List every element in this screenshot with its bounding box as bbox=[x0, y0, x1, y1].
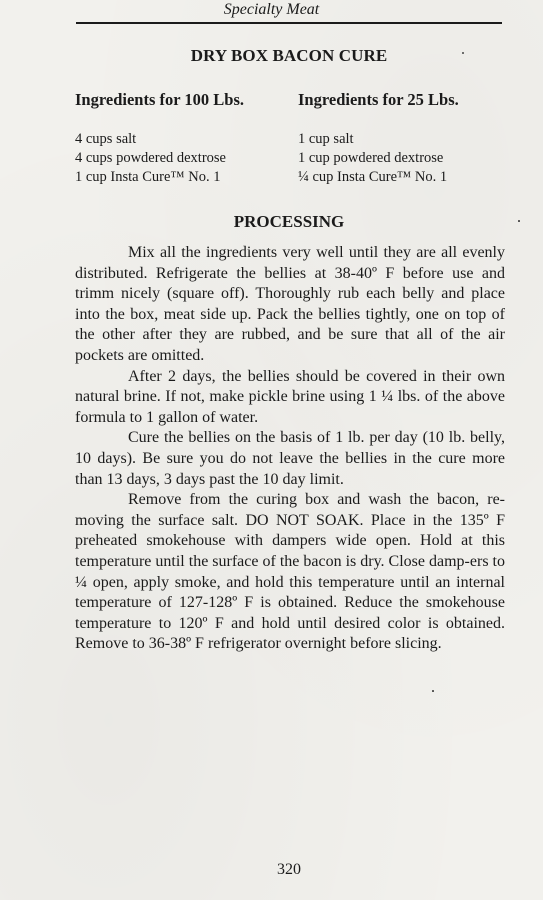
processing-paragraph: After 2 days, the bellies should be covered in their own natural brine. If not, make pickle brine using 1 ¼ lbs. of the above formula to 1 gallon of water. bbox=[75, 367, 505, 426]
processing-paragraph: Cure the bellies on the basis of 1 lb. per day (10 lb. belly, 10 days). Be sure you do not leave the bellies in the cure more than 13 days, 3 days past the 10 day limit. bbox=[75, 429, 505, 488]
processing-heading: PROCESSING bbox=[233, 212, 345, 231]
paper-speck bbox=[462, 52, 464, 54]
running-header: Specialty Meat bbox=[223, 1, 320, 18]
ingredient-item: 4 cups powdered dextrose bbox=[75, 150, 226, 166]
processing-paragraph: Mix all the ingredients very well until they are all evenly distributed. Refrigerate the bellies at 38-40º F before use and trimm nicely (square off). Thoroughly rub each belly and place into the box, meat side up. Pack the bellies tightly, one on top of the other after they are rubbed, and be sure that all of the air pockets are omitted. bbox=[75, 244, 505, 364]
ingredient-item: 1 cup powdered dextrose bbox=[298, 150, 444, 166]
paper-speck bbox=[432, 690, 434, 692]
paper-speck bbox=[518, 220, 520, 222]
page-number: 320 bbox=[277, 861, 301, 878]
ingredients-column-25-lbs bbox=[298, 90, 459, 187]
header-rule bbox=[76, 22, 502, 24]
ingredients-column-100-lbs bbox=[75, 90, 244, 187]
ingredient-item: 1 cup Insta Cure™ No. 1 bbox=[75, 169, 221, 185]
ingredient-item: ¼ cup Insta Cure™ No. 1 bbox=[298, 169, 448, 185]
ingredients-heading-25-lbs: Ingredients for 25 Lbs. bbox=[298, 90, 459, 109]
processing-body bbox=[75, 243, 505, 655]
ingredients-heading-100-lbs: Ingredients for 100 Lbs. bbox=[75, 90, 244, 109]
ingredient-item: 1 cup salt bbox=[298, 131, 354, 147]
ingredient-item: 4 cups salt bbox=[75, 131, 137, 147]
processing-paragraph: Remove from the curing box and wash the bacon, re-moving the surface salt. DO NOT SOAK. Place in the 135º F preheated smokehouse with dampers wide open. Hold at this temperature until the surface of the bacon is dry. Close damp-ers to ¼ open, apply smoke, and hold this temperature until an internal temperature of 127-128º F is obtained. Reduce the smokehouse temperature to 120º F and hold until desired color is obtained. Remove to 36-38º F refrigerator overnight before slicing. bbox=[75, 491, 505, 653]
recipe-title: DRY BOX BACON CURE bbox=[190, 46, 388, 65]
